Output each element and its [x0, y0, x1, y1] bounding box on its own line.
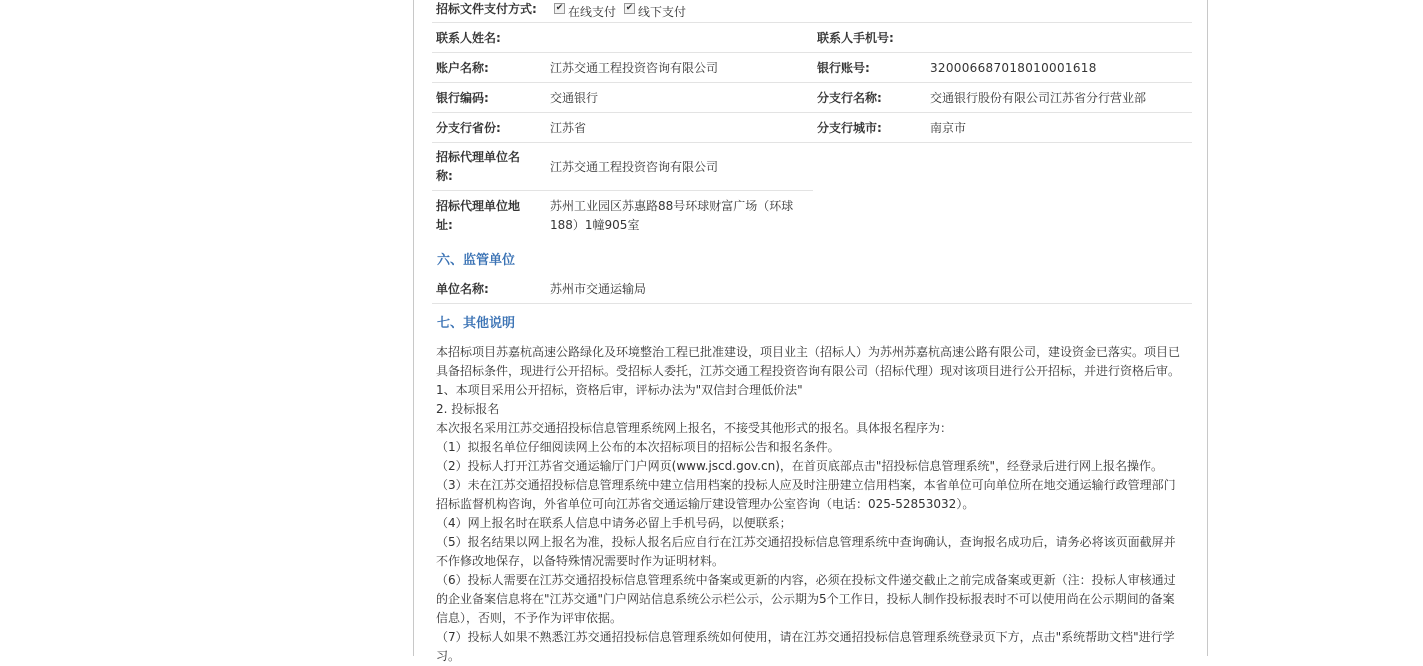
- branch-location-row: [432, 113, 1192, 143]
- bank-code-label: 银行编码:: [436, 91, 489, 105]
- agency-name-row: [432, 143, 813, 191]
- pay-offline-label: 线下支付: [638, 4, 687, 19]
- agency-address-label: 招标代理单位地址:: [436, 199, 521, 232]
- supervision-unit-row: [432, 275, 1192, 304]
- agency-name-label: 招标代理单位名称:: [436, 150, 521, 183]
- branch-province-label: 分支行省份:: [436, 121, 501, 135]
- pay-offline-option[interactable]: [624, 3, 686, 21]
- agency-name-value: 江苏交通工程投资咨询有限公司: [550, 160, 719, 174]
- notes-paragraph: （3）未在江苏交通招投标信息管理系统中建立信用档案的投标人应及时注册建立信用档案，本省单位可向单位所在地交通运输行政管理部门招标监督机构咨询，外省单位可向江苏省交通运输厅建设管理办公室咨询（电话：025-52853032）。: [436, 478, 1176, 511]
- notes-paragraph: （7）投标人如果不熟悉江苏交通招投标信息管理系统如何使用，请在江苏交通招投标信息管理系统登录页下方，点击"系统帮助文档"进行学习。: [436, 630, 1175, 663]
- pay-online-checkbox[interactable]: ✔: [555, 3, 564, 13]
- notes-paragraph: （5）报名结果以网上报名为准，投标人报名后应自行在江苏交通招投标信息管理系统中查询确认，查询报名成功后，请务必将该页面截屏并不作修改地保存，以备特殊情况需要时作为证明材料。: [436, 535, 1176, 568]
- bank-account-label: 银行账号:: [817, 61, 870, 75]
- account-name-label: 账户名称:: [436, 61, 489, 75]
- contact-row: [432, 23, 1192, 53]
- section-seven-title: 七、其他说明: [437, 316, 516, 331]
- branch-city-label: 分支行城市:: [817, 121, 882, 135]
- notes-paragraph: 2. 投标报名: [436, 402, 500, 416]
- notes-paragraph: （1）拟报名单位仔细阅读网上公布的本次招标项目的招标公告和报名条件。: [436, 440, 840, 454]
- payment-label: 招标文件支付方式:: [436, 2, 537, 16]
- branch-province-value: 江苏省: [550, 121, 587, 135]
- notes-paragraph: （2）投标人打开江苏省交通运输厅门户网页(www.jscd.gov.cn)，在首页底部点击"招投标信息管理系统"，经登录后进行网上报名操作。: [436, 459, 1163, 473]
- bank-account-value: 320006687018010001618: [930, 61, 1097, 75]
- pay-offline-checkbox[interactable]: ✔: [625, 3, 634, 13]
- account-name-value: 江苏交通工程投资咨询有限公司: [550, 61, 719, 75]
- other-notes-text: [436, 343, 1181, 666]
- bank-row: [432, 83, 1192, 113]
- notes-paragraph: （4）网上报名时在联系人信息中请务必留上手机号码，以便联系；: [436, 516, 792, 530]
- payment-options: [554, 0, 694, 21]
- agency-address-value: 苏州工业园区苏惠路88号环球财富广场（环球188）1幢905室: [550, 199, 794, 232]
- payment-row: [432, 0, 1192, 23]
- pay-online-label: 在线支付: [568, 4, 617, 19]
- section-six-title: 六、监管单位: [437, 253, 516, 268]
- notes-paragraph: 1、本项目采用公开招标，资格后审，评标办法为"双信封合理低价法": [436, 383, 803, 397]
- pay-online-option[interactable]: [554, 3, 616, 21]
- branch-city-value: 南京市: [930, 121, 967, 135]
- notes-paragraph: 本招标项目苏嘉杭高速公路绿化及环境整治工程已批准建设，项目业主（招标人）为苏州苏嘉杭高速公路有限公司，建设资金已落实。项目已具备招标条件，现进行公开招标。受招标人委托，江苏交通工程投资咨询有限公司（招标代理）现对该项目进行公开招标，并进行资格后审。: [436, 345, 1181, 378]
- contact-name-label: 联系人姓名:: [436, 31, 501, 45]
- notes-paragraph: （6）投标人需要在江苏交通招投标信息管理系统中备案或更新的内容，必须在投标文件递交截止之前完成备案或更新（注：投标人审核通过的企业备案信息将在"江苏交通"门户网站信息系统公示栏公示，公示期为5个工作日，投标人制作投标报表时不可以使用尚在公示期间的备案信息），否则，不予作为评审依据。: [436, 573, 1176, 625]
- supervision-unit-label: 单位名称:: [436, 282, 489, 296]
- account-row: [432, 53, 1192, 83]
- contact-phone-label: 联系人手机号:: [817, 31, 894, 45]
- branch-name-label: 分支行名称:: [817, 91, 882, 105]
- branch-name-value: 交通银行股份有限公司江苏省分行营业部: [930, 91, 1147, 105]
- bank-code-value: 交通银行: [550, 91, 599, 105]
- supervision-unit-value: 苏州市交通运输局: [550, 282, 647, 296]
- notes-paragraph: 本次报名采用江苏交通招投标信息管理系统网上报名，不接受其他形式的报名。具体报名程序为：: [436, 421, 953, 435]
- agency-address-row: [432, 191, 813, 242]
